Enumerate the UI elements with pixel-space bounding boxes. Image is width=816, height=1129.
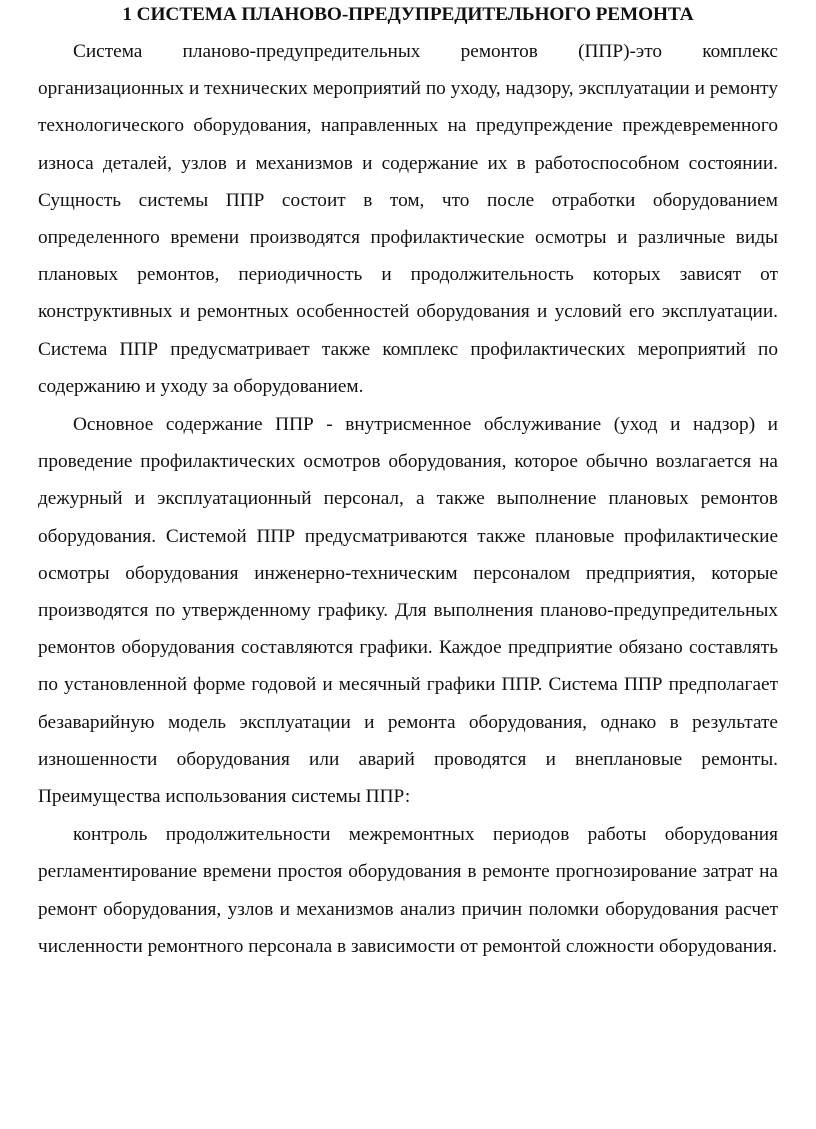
paragraph-main-content: Основное содержание ППР - внутрисменное обслуживание (уход и надзор) и проведение профилактических осмотров оборудования, которое обычно возлагается на дежурный и эксплуатационный персонал, а также выполнение плановых ремонтов оборудования. Системой ППР предусматриваются также плановые профилактические осмотры оборудования инженерно-техническим персоналом предприятия, которые производятся по утвержденному графику. Для выполнения планово-предупредительных ремонтов оборудования составляются графики. Каждое предприятие обязано составлять по установленной форме годовой и месячный графики ППР. Система ППР предполагает безаварийную модель эксплуатации и ремонта оборудования, однако в результате изношенности оборудования или аварий проводятся и внеплановые ремонты. Преимущества использования системы ППР: xyxy=(38,414,778,808)
paragraph-definition: Система планово-предупредительных ремонтов (ППР)-это комплекс организационных и технических мероприятий по уходу, надзору, эксплуатации и ремонту технологического оборудования, направленных на предупреждение преждевременного износа деталей, узлов и механизмов и содержание их в работоспособном состоянии. Сущность системы ППР состоит в том, что после отработки оборудованием определенного времени производятся профилактические осмотры и различные виды плановых ремонтов, периодичность и продолжительность которых зависят от конструктивных и ремонтных особенностей оборудования и условий его эксплуатации. Система ППР предусматривает также комплекс профилактических мероприятий по содержанию и уходу за оборудованием. xyxy=(38,41,778,397)
paragraph-advantages: контроль продолжительности межремонтных периодов работы оборудования регламентирование времени простоя оборудования в ремонте прогнозирование затрат на ремонт оборудования, узлов и механизмов анализ причин поломки оборудования расчет численности ремонтного персонала в зависимости от ремонтой сложности оборудования. xyxy=(38,824,778,957)
document-page xyxy=(38,0,778,965)
document-title: 1 СИСТЕМА ПЛАНОВО-ПРЕДУПРЕДИТЕЛЬНОГО РЕМОНТА xyxy=(122,4,694,25)
